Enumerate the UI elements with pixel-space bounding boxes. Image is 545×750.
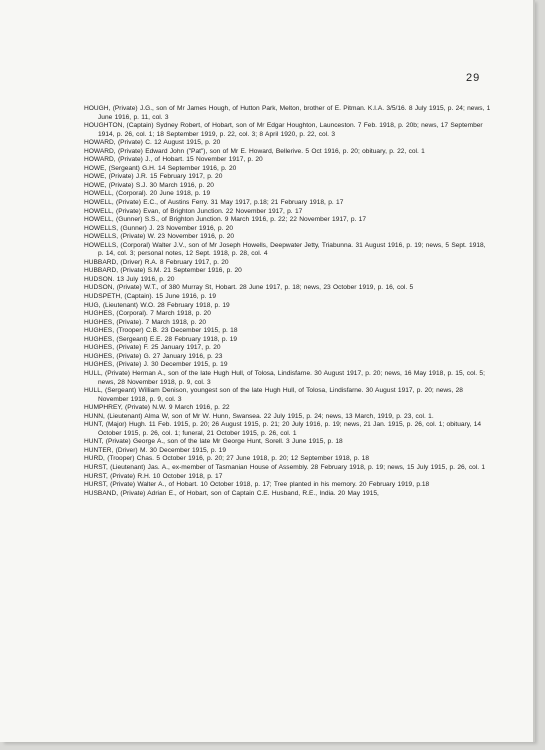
index-entry: HOWELL, (Private) E.C., of Austins Ferry. 31 May 1917, p.18; 21 February 1918, p. 17	[84, 199, 344, 207]
index-entry: HUBBARD, (Driver) R.A. 8 February 1917, p. 20	[84, 258, 229, 266]
index-entry: HOWELLS, (Gunner) J. 23 November 1916, p. 20	[84, 224, 233, 232]
index-entry: HOWELL, (Corporal). 20 June 1918, p. 19	[84, 190, 211, 198]
index-entry: HUMPHREY, (Private) N.W. 9 March 1916, p. 22	[84, 404, 230, 412]
index-entry: HOWELLS, (Corporal) Walter J.V., son of Mr Joseph Howells, Deepwater Jetty, Triabunna. 31 August 1916, p. 19; news, 5 Sept. 1918, p. 14, col. 3; personal notes, 12 Sept. 1918, p. 28, col. 4	[84, 241, 486, 258]
index-entry: HURST, (Private) R.H. 10 October 1918, p. 17	[84, 472, 223, 480]
index-entry: HOWE, (Sergeant) G.H. 14 September 1916, p. 20	[84, 164, 237, 172]
index-entry: HUGHES, (Private) G. 27 January 1916, p. 23	[84, 352, 223, 360]
index-entry: HUGHES, (Sergeant) E.E. 28 February 1918, p. 19	[84, 335, 238, 343]
index-entry: HOWARD, (Private) Edward John ("Pat"), son of Mr E. Howard, Bellerive. 5 Oct 1916, p. 20; obituary, p. 22, col. 1	[84, 147, 425, 155]
index-entry: HUSBAND, (Private) Adrian E., of Hobart, son of Captain C.E. Husband, R.E., India. 20 May 1915,	[84, 489, 379, 497]
index-entry: HOWELL, (Private) Evan, of Brighton Junction. 22 November 1917, p. 17	[84, 207, 303, 215]
index-entry: HOWE, (Private) J.R. 15 February 1917, p. 20	[84, 173, 223, 181]
index-entry: HUBBARD, (Private) S.M. 21 September 1916, p. 20	[84, 267, 242, 275]
index-entry: HOWARD, (Private) C. 12 August 1915, p. 20	[84, 139, 221, 147]
index-entry: HUNTER, (Driver) M. 30 December 1915, p. 19	[84, 446, 227, 454]
index-entry: HUGHES, (Private) J. 30 December 1915, p. 19	[84, 361, 228, 369]
index-entry: HURD, (Trooper) Chas. 5 October 1916, p. 20; 27 June 1918, p. 20; 12 September 1918, p. 18	[84, 455, 369, 463]
index-entries	[84, 105, 492, 498]
index-entry: HOWARD, (Private) J., of Hobart. 15 November 1917, p. 20	[84, 156, 263, 164]
index-entry: HOWELL, (Gunner) S.S., of Brighton Junction. 9 March 1916, p. 22; 22 November 1917, p. 17	[84, 216, 367, 224]
index-entry: HOWE, (Private) S.J. 30 March 1916, p. 20	[84, 181, 214, 189]
index-entry: HOUGH, (Private) J.G., son of Mr James Hough, of Hutton Park, Melton, brother of E. Pitman. K.I.A. 3/5/16. 8 July 1915, p. 24; news, 1 June 1916, p. 11, col. 3	[84, 105, 491, 121]
index-entry: HUNT, (Private) George A., son of the late Mr George Hunt, Sorell. 3 June 1915, p. 18	[84, 438, 343, 446]
index-entry: HOWELLS, (Private) W. 23 November 1916, p. 20	[84, 233, 235, 241]
index-entry: HUDSON, (Private) W.T., of 380 Murray St, Hobart. 28 June 1917, p. 18; news, 23 October 1919, p. 16, col. 5	[84, 284, 414, 292]
page-number: 29	[466, 72, 481, 84]
index-entry: HURST, (Lieutenant) Jas. A., ex-member of Tasmanian House of Assembly. 28 February 1918, p. 19; news, 15 July 1915, p. 26, col. 1	[84, 463, 486, 471]
index-entry: HUNT, (Major) Hugh. 11 Feb. 1915, p. 20; 26 August 1915, p. 21; 20 July 1916, p. 19; news, 21 Jan. 1915, p. 26, col. 1; obituary, 14 October 1915, p. 26, col. 1; funeral, 21 October 1915, p. 26, col. 1	[84, 421, 482, 437]
index-entry: HUG, (Lieutenant) W.O. 28 February 1918, p. 19	[84, 301, 230, 309]
index-entry: HUDSPETH, (Captain). 15 June 1916, p. 19	[84, 293, 217, 301]
index-entry: HURST, (Private) Walter A., of Hobart. 10 October 1918, p. 17; Tree planted in his memory. 20 February 1919, p.18	[84, 481, 430, 489]
index-entry: HUGHES, (Corporal). 7 March 1918, p. 20	[84, 310, 211, 318]
index-entry: HOUGHTON, (Captain) Sydney Robert, of Hobart, son of Mr Edgar Houghton, Launceston. 7 Feb. 1918, p. 20b; news, 17 September 1914, p. 26, col. 1; 18 September 1919, p. 22, col. 3; 8 April 1920, p. 22, col. 3	[84, 122, 483, 138]
index-entry: HUDSON. 13 July 1916, p. 20	[84, 275, 175, 283]
index-entry: HULL, (Private) Herman A., son of the late Hugh Hull, of Tolosa, Lindisfarne. 30 August 1917, p. 20; news, 16 May 1918, p. 15, col. 5; news, 28 November 1918, p. 9, col. 3	[84, 369, 485, 386]
index-entry: HUNN, (Lieutenant) Alma W, son of Mr W. Hunn, Swansea. 22 July 1915, p. 24; news, 13 March, 1919, p. 23, col. 1.	[84, 412, 434, 420]
index-entry: HULL, (Sergeant) William Denison, youngest son of the late Hugh Hull, of Tolosa, Lindisfarne. 30 August 1917, p. 20; news, 28 November 1918, p. 9, col. 3	[84, 387, 463, 403]
index-entry: HUGHES, (Private) F. 25 January 1917, p. 20	[84, 344, 221, 352]
index-entry: HUGHES, (Private). 7 March 1918, p. 20	[84, 318, 207, 326]
index-entry: HUGHES, (Trooper) C.B. 23 December 1915, p. 18	[84, 327, 238, 335]
